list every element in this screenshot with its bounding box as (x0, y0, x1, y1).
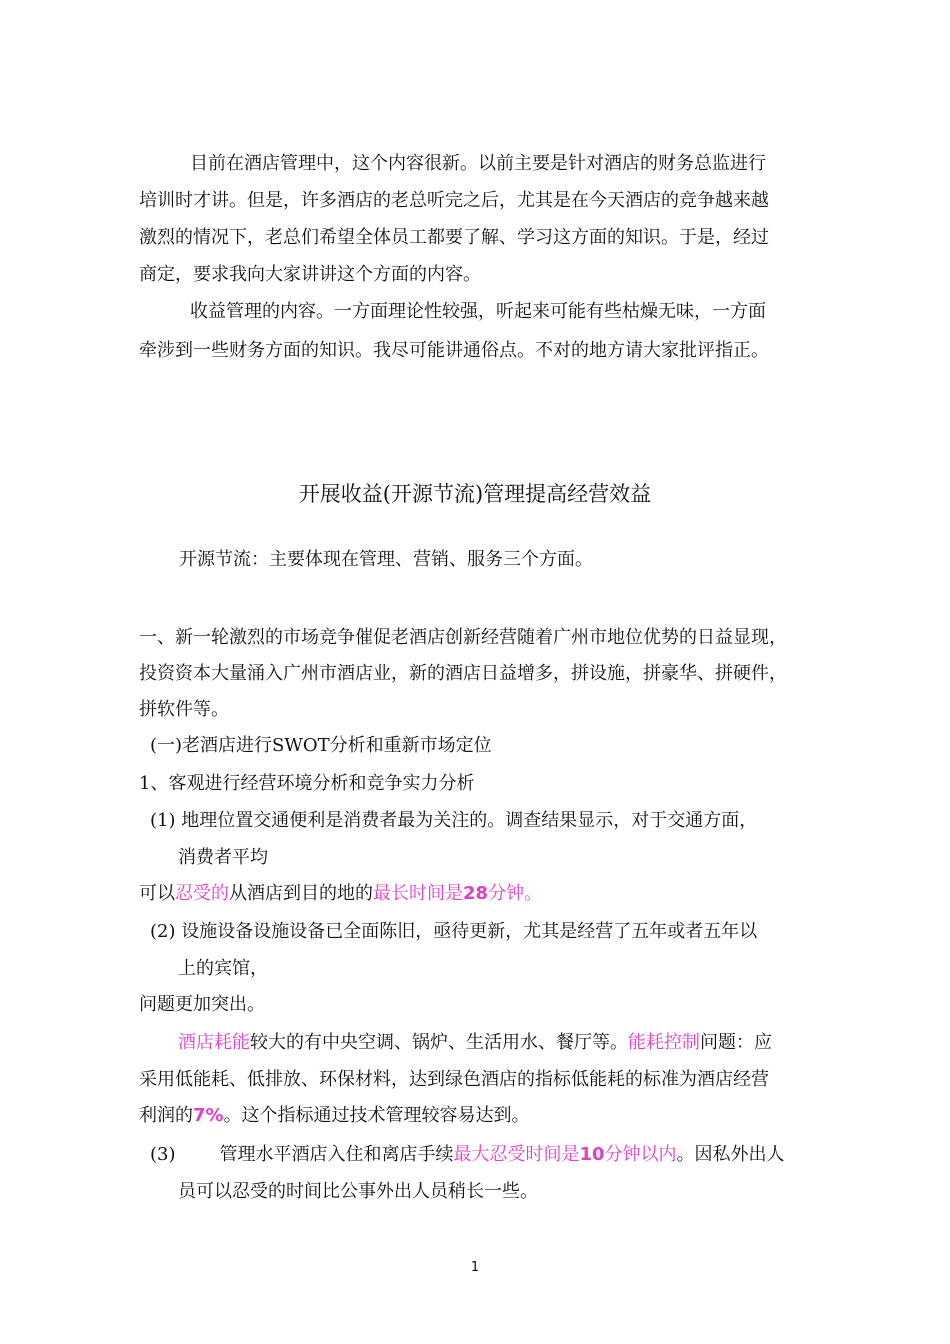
text-segment: 可以 (139, 883, 175, 904)
intro-p2-line1: 收益管理的内容。一方面理论性较强，听起来可能有些枯燥无味，一方面 (190, 301, 766, 322)
highlight-number: 10 (579, 1144, 605, 1165)
text-segment: 较大的有中央空调、锅炉、生活用水、餐厅等。 (250, 1032, 628, 1053)
text-segment: 问题：应 (700, 1032, 772, 1053)
subtitle: 开源节流：主要体现在管理、营销、服务三个方面。 (179, 549, 593, 570)
page-title: 开展收益(开源节流)管理提高经营效益 (298, 482, 652, 506)
energy-line1 (178, 1031, 772, 1055)
intro-p1-line4: 商定，要求我向大家讲讲这个方面的内容。 (139, 264, 481, 285)
highlight-segment: 能耗控制 (628, 1032, 700, 1053)
intro-p1-line3: 激烈的情况下，老总们希望全体员工都要了解、学习这方面的知识。于是，经过 (139, 227, 769, 248)
highlight-segment: 分钟以内 (604, 1144, 677, 1165)
point3-line2: 员可以忍受的时间比公事外出人员稍长一些。 (178, 1181, 538, 1202)
energy-line3 (139, 1104, 530, 1128)
section1-line1: 一、新一轮激烈的市场竞争催促老酒店创新经营随着广州市地位优势的日益显现， (139, 627, 787, 648)
highlight-segment: 最大忍受时间是 (453, 1144, 580, 1165)
highlight-segment: 最长时间是 (373, 883, 463, 904)
section1-line2: 投资资本大量涌入广州市酒店业，新的酒店日益增多，拼设施，拼豪华、拼硬件， (139, 663, 787, 684)
point2-line2: 上的宾馆， (178, 958, 268, 979)
text-segment: 。因私外出人 (676, 1144, 785, 1165)
highlight-segment: 忍受的 (175, 883, 229, 904)
text-segment: 。这个指标通过技术管理较容易达到。 (223, 1105, 530, 1126)
energy-line2: 采用低能耗、低排放、环保材料，达到绿色酒店的指标低能耗的标准为酒店经营 (139, 1069, 769, 1090)
point2-line1: (2) 设施设备设施设备已全面陈旧，亟待更新，尤其是经营了五年或者五年以 (150, 921, 758, 942)
text-segment: 利润的 (139, 1105, 193, 1126)
text-segment: 管理水平酒店入住和离店手续 (219, 1144, 454, 1165)
point3-number: (3) (150, 1144, 176, 1165)
page-number: 1 (470, 1260, 480, 1275)
intro-p2-line2: 牵涉到一些财务方面的知识。我尽可能讲通俗点。不对的地方请大家批评指正。 (139, 340, 769, 361)
text-segment: 从酒店到目的地的 (229, 883, 373, 904)
highlight-number: 28 (463, 883, 489, 904)
subsection-heading: (一)老酒店进行SWOT分析和重新市场定位 (150, 735, 492, 756)
point1-line3 (139, 882, 542, 906)
point1-line2: 消费者平均 (178, 847, 268, 868)
intro-p1-line1: 目前在酒店管理中，这个内容很新。以前主要是针对酒店的财务总监进行 (190, 153, 766, 174)
section1-line3: 拼软件等。 (139, 699, 229, 720)
intro-p1-line2: 培训时才讲。但是，许多酒店的老总听完之后，尤其是在今天酒店的竞争越来越 (139, 190, 769, 211)
point1-line1: (1) 地理位置交通便利是消费者最为关注的。调查结果显示，对于交通方面， (150, 810, 758, 831)
item-heading: 1、客观进行经营环境分析和竞争实力分析 (139, 773, 475, 794)
point3-line1 (150, 1143, 785, 1167)
highlight-number: 7% (193, 1105, 224, 1126)
highlight-segment: 分钟。 (488, 883, 543, 904)
highlight-segment: 酒店耗能 (178, 1032, 250, 1053)
point2-line3: 问题更加突出。 (139, 994, 265, 1015)
